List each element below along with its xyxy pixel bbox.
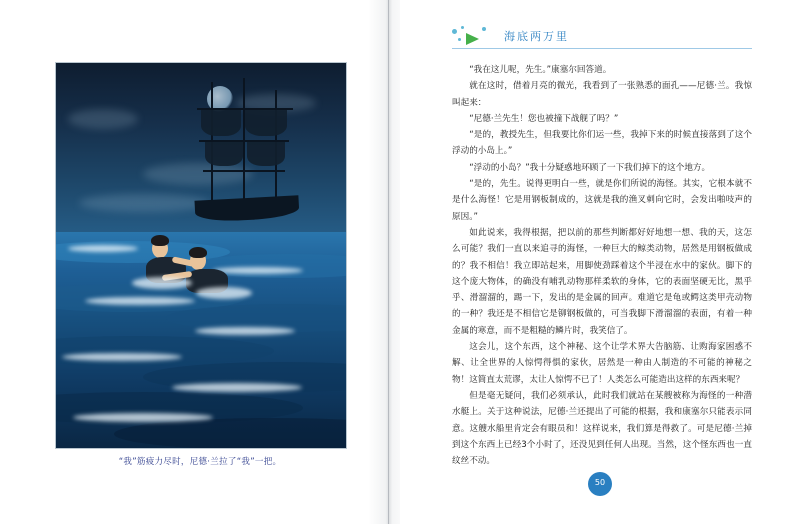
swimming-characters [146, 229, 242, 301]
foam-crest [195, 327, 295, 335]
bubble-dot-icon [458, 38, 461, 41]
ship-spar [203, 170, 285, 172]
ocean-rescue-illustration [55, 62, 347, 449]
paragraph: 但是毫无疑问，我们必须承认，此时我们就站在某艘被称为海怪的一种潜水艇上。关于这种说法，尼德·兰还提出了可能的根据，我和康塞尔只能表示同意。这艘水船里肯定会有眼员和！这样说来，我们算是得救了。可是尼德·兰掉到这个东西上已经3个小时了，还没见到任何人出现。当然，这个怪东西也一直纹丝不动。 [452, 390, 752, 467]
page-number-container [400, 470, 800, 496]
paragraph: 就在这时，借着月亮的微光，我看到了一张熟悉的面孔——尼德·兰。我惊叫起来： [452, 81, 752, 108]
ship-sail [247, 142, 285, 166]
bubble-dot-icon [452, 29, 457, 34]
bubble-dot-icon [482, 27, 486, 31]
paragraph: 如此说来，我得根据，把以前的那些判断都好好地想一想、我的天，这怎么可能？我们一直以来追寻的海怪，一种巨大的鲸类动物，居然是用钢板做成的？我不相信！我立即站起来，用脚使劲踩着这个半浸在水中的家伙。脚下的这个庞大物体，的确没有哺乳动物那样柔软的身体，它的表面坚硬无比，黑乎乎、滑溜溜的，踢一下，发出的是金属的回声。难道它是龟或鳄这类甲壳动物的一种？我还是不相信它是铆钢板做的，可当我脚下滑溜溜的表面，有着一种金属的寒意，而不是粗糙的鳞片时，我笑信了。 [452, 227, 752, 336]
paragraph: 这会儿，这个东西，这个神秘、这个让学术界大告脑筋、让购海家困惑不解、让全世界的人惊愕得惧的家伙，居然是一种由人制造的不可能的神秘之物！这简直太荒谬，太让人惊愕不已了！人类怎么可能造出这样的东西来呢？ [452, 342, 752, 385]
ship-sail [201, 110, 241, 136]
sailing-ship [189, 78, 309, 228]
page-number: 50 [588, 472, 612, 496]
ship-hull [195, 196, 300, 223]
ship-sail [245, 110, 287, 136]
book-title: 海底两万里 [504, 30, 569, 43]
header-decoration [452, 24, 498, 48]
ship-sail [205, 142, 243, 166]
page-header [452, 24, 569, 48]
page-body-text [452, 62, 752, 469]
paragraph: “我在这儿呢，先生。”康塞尔回答道。 [469, 65, 612, 75]
paragraph: “是的，先生。说得更明白一些，就是你们所说的海怪。其实，它根本就不是什么海怪！它是用钢板制成的，这就是我的渔叉刺向它时，会发出啪吱声的原因。” [452, 179, 752, 222]
right-page [400, 0, 800, 524]
character-hair [189, 247, 207, 258]
arrow-right-icon [466, 33, 479, 45]
bubble-dot-icon [461, 26, 464, 29]
header-divider [452, 48, 752, 49]
paragraph: “是的，教授先生，但我要比你们运一些，我掉下来的时候直接落到了这个浮动的小岛上。” [452, 130, 752, 157]
paragraph: “尼德·兰先生！您也被撞下战舰了吗？” [469, 113, 619, 124]
character-hair [151, 235, 169, 246]
paragraph: “浮动的小岛？”我十分疑惑地环顾了一下我们掉下的这个地方。 [469, 162, 711, 173]
splash-foam [196, 287, 252, 299]
splash-foam [132, 277, 192, 289]
cloud-shape [68, 109, 138, 129]
wave-shape [55, 336, 274, 366]
illustration-caption: “我”筋疲力尽时，尼德·兰拉了“我”一把。 [118, 457, 282, 467]
